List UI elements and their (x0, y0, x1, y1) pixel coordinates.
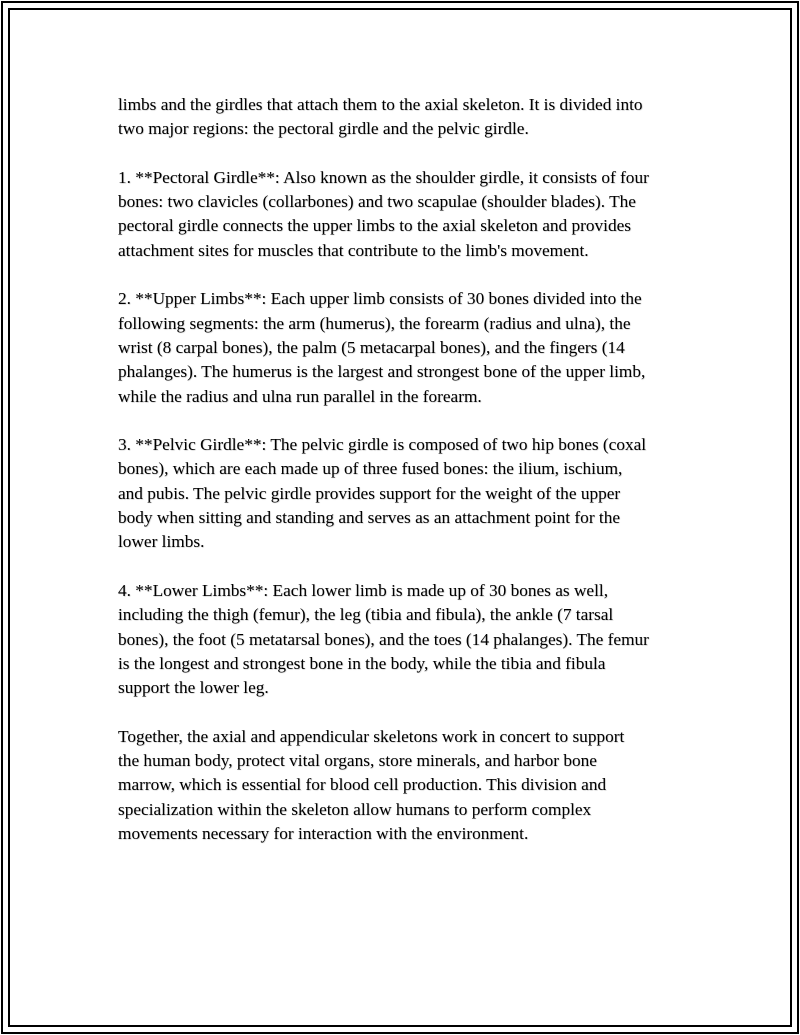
paragraph-pectoral-girdle: 1. **Pectoral Girdle**: Also known as the shoulder girdle, it consists of four bones: two clavicles (collarbones) and two scapulae (shoulder blades). The pectoral girdle connects the upper limbs to the axial skeleton and provides attachment sites for muscles that contribute to the limb's movement. (118, 167, 649, 260)
paragraph-lower-limbs: 4. **Lower Limbs**: Each lower limb is made up of 30 bones as well, including the thigh (femur), the leg (tibia and fibula), the ankle (7 tarsal bones), the foot (5 metatarsal bones), and the toes (14 phalanges). The femur is the longest and strongest bone in the body, while the tibia and fibula support the lower leg. (118, 580, 649, 698)
document-body (118, 93, 698, 846)
paragraph-intro-continuation: limbs and the girdles that attach them to the axial skeleton. It is divided into two major regions: the pectoral girdle and the pelvic girdle. (118, 95, 643, 139)
paragraph-conclusion: Together, the axial and appendicular skeletons work in concert to support the human body, protect vital organs, store minerals, and harbor bone marrow, which is essential for blood cell production. This division and specialization within the skeleton allow humans to perform complex movements necessary for interaction with the environment. (118, 726, 625, 843)
paragraph-upper-limbs: 2. **Upper Limbs**: Each upper limb consists of 30 bones divided into the following segments: the arm (humerus), the forearm (radius and ulna), the wrist (8 carpal bones), the palm (5 metacarpal bones), and the fingers (14 phalanges). The humerus is the largest and strongest bone of the upper limb, while the radius and ulna run parallel in the forearm. (118, 289, 646, 406)
paragraph-pelvic-girdle: 3. **Pelvic Girdle**: The pelvic girdle is composed of two hip bones (coxal bones), which are each made up of three fused bones: the ilium, ischium, and pubis. The pelvic girdle provides support for the weight of the upper body when sitting and standing and serves as an attachment point for the lower limbs. (118, 435, 647, 552)
